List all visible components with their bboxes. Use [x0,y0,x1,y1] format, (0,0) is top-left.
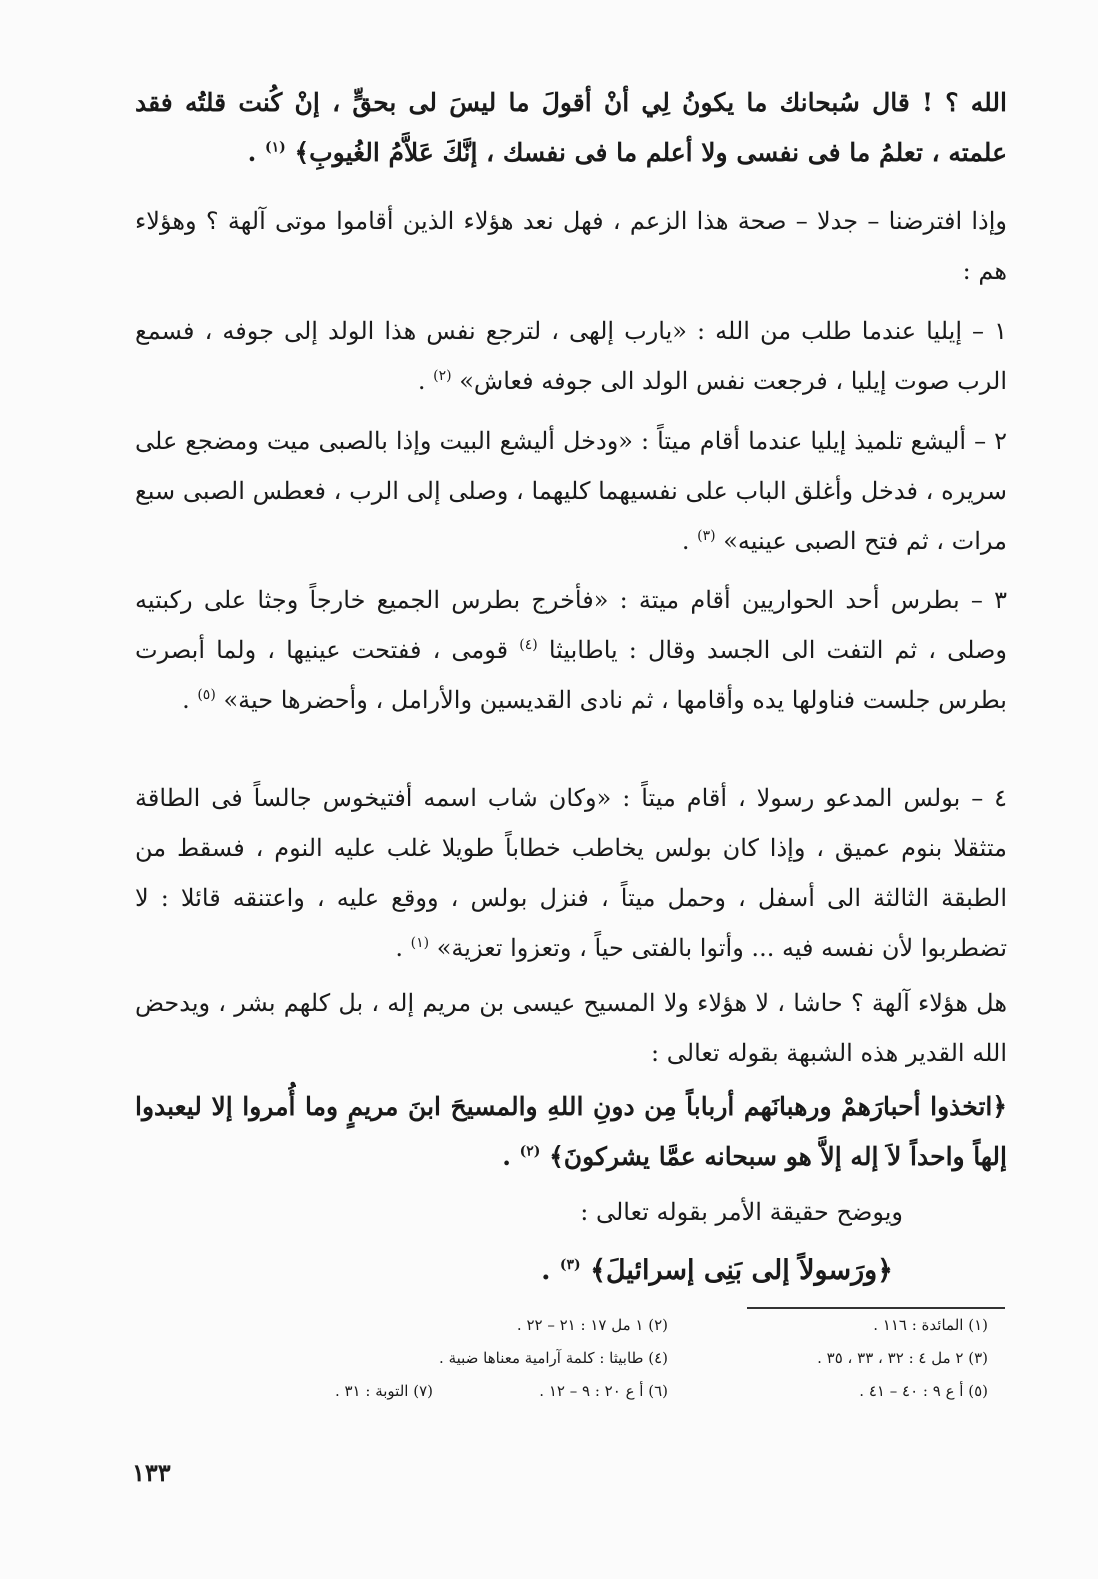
paragraph-text: ٣ – بطرس أحد الحواريين أقام ميتة : «فأخرج بطرس الجميع خارجاً وجثا على ركبتيه وصلى ، ثم التفت الى الجسد وقال : ياطابيثا [135,586,1007,664]
footnote-5: (٥) أ ع ٩ : ٤٠ – ٤١ . [859,1382,988,1400]
paragraph-elijah: ١ – إيليا عندما طلب من الله : «يارب إلهى ، لترجع نفس هذا الولد إلى جوفه ، فسمع الرب صوت إيليا ، فرجعت نفس الولد الى جوفه فعاش» $^{(٢)}$ . [135,317,1007,395]
verse-text: الله ؟ ! قال سُبحانك ما يكونُ لِي أنْ أقولَ ما ليسَ لى بحقٍّ ، إنْ كُنت قلتُه فقد علمته ، تعلمُ ما فى نفسى ولا أعلم ما فى نفسك ، إنَّكَ عَلاَّمُ الغُيوبِ﴾ [135,88,1007,167]
footnote-marker: (٣) [697,528,716,544]
footnote-divider [747,1307,1005,1309]
footnote-marker: (١) [410,935,430,951]
verse-paragraph-2: ﴿اتخذوا أحبارَهمْ ورهبانَهم أرباباً مِن دونِ اللهِ والمسيحَ ابنَ مريمٍ وما أُمروا إلا ليعبدوا إلهاً واحداً لاَ إله إلاَّ هو سبحانه عمَّا يشركونَ﴾ $^{(٢)}$ . [135,1092,1007,1171]
footnote-marker: (٣) [559,1257,581,1273]
footnote-marker: (٢) [519,1143,541,1160]
verse-paragraph-3: ﴿ورَسولاً إلى بَنِى إسرائيلَ﴾ $^{(٣)}$ . [541,1255,893,1286]
verse-text: ﴿اتخذوا أحبارَهمْ ورهبانَهم أرباباً مِن دونِ اللهِ والمسيحَ ابنَ مريمٍ وما أُمروا إلا ليعبدوا إلهاً واحداً لاَ إله إلاَّ هو سبحانه عمَّا يشركونَ﴾ [135,1092,1007,1171]
paragraph-elisha: ٢ – أليشع تلميذ إيليا عندما أقام ميتاً : «ودخل أليشع البيت وإذا بالصبى ميت ومضجع على سريره ، فدخل وأغلق الباب على نفسيهما كليهما ، وصلى إلى الرب ، فعطس الصبى سبع مرات ، ثم فتح الصبى عينيه» $^{(٣)}$ . [135,427,1007,555]
paragraph-text: هل هؤلاء آلهة ؟ حاشا ، لا هؤلاء ولا المسيح عيسى بن مريم إله ، بل كلهم بشر ، ويدحض الله القدير هذه الشبهة بقوله تعالى : [135,989,1007,1067]
paragraph-peter: ٣ – بطرس أحد الحواريين أقام ميتة : «فأخرج بطرس الجميع خارجاً وجثا على ركبتيه وصلى ، ثم التفت الى الجسد وقال : ياطابيثا $^{(٤)}$ قومى ، ففتحت عينيها ، ولما أبصرت بطرس جلست فناولها يده وأقامها ، ثم نادى القديسين والأرامل ، وأحضرها حية» $^{(٥)}$ . [135,586,1007,714]
paragraph-text: ٢ – أليشع تلميذ إيليا عندما أقام ميتاً : «ودخل أليشع البيت وإذا بالصبى ميت ومضجع على سريره ، فدخل وأغلق الباب على نفسيهما كليهما ، وصلى إلى الرب ، فعطس الصبى سبع مرات ، ثم فتح الصبى عينيه» [135,427,1007,555]
paragraph-question [135,978,1007,1078]
verse-paragraph-1: الله ؟ ! قال سُبحانك ما يكونُ لِي أنْ أقولَ ما ليسَ لى بحقٍّ ، إنْ كُنت قلتُه فقد علمته ، تعلمُ ما فى نفسى ولا أعلم ما فى نفسك ، إنَّكَ عَلاَّمُ الغُيوبِ﴾ $^{(١)}$ . [135,88,1007,167]
paragraph-2 [135,196,1007,296]
footnote-1: (١) المائدة : ١١٦ . [873,1316,988,1334]
footnote-2: (٢) ١ مل ١٧ : ٢١ – ٢٢ . [516,1316,668,1334]
paragraph-text: ٤ – بولس المدعو رسولا ، أقام ميتاً : «وكان شاب اسمه أفتيخوس جالساً فى الطاقة متثقلا بنوم عميق ، وإذا كان بولس يخاطب خطاباً طويلا غلب عليه النوم ، فسقط من الطبقة الثالثة الى أسفل ، وحمل ميتاً ، فنزل بولس ، ووقع عليه ، واعتنقه قائلا : لا تضطربوا لأن نفسه فيه ... وأتوا بالفتى حياً ، وتعزوا تعزية» [135,784,1008,962]
paragraph-text: ١ – إيليا عندما طلب من الله : «يارب إلهى ، لترجع نفس هذا الولد إلى جوفه ، فسمع الرب صوت إيليا ، فرجعت نفس الولد الى جوفه فعاش» [135,317,1007,395]
footnote-marker: (٥) [197,687,216,703]
paragraph-text: وإذا افترضنا – جدلا – صحة هذا الزعم ، فهل نعد هؤلاء الذين أقاموا موتى آلهة ؟ وهؤلاء هم : [135,207,1007,285]
page-number: ١٣٣ [132,1458,171,1487]
paragraph-paul: ٤ – بولس المدعو رسولا ، أقام ميتاً : «وكان شاب اسمه أفتيخوس جالساً فى الطاقة متثقلا بنوم عميق ، وإذا كان بولس يخاطب خطاباً طويلا غلب عليه النوم ، فسقط من الطبقة الثالثة الى أسفل ، وحمل ميتاً ، فنزل بولس ، ووقع عليه ، واعتنقه قائلا : لا تضطربوا لأن نفسه فيه ... وأتوا بالفتى حياً ، وتعزوا تعزية» $^{(١)}$ . [135,784,1008,962]
footnote-marker: (١) [265,139,286,156]
footnote-marker: (٤) [519,637,538,653]
paragraph-text: ويوضح حقيقة الأمر بقوله تعالى : [580,1198,903,1226]
footnote-6: (٦) أ ع ٢٠ : ٩ – ١٢ . [539,1382,668,1400]
paragraph-intro [580,1187,903,1237]
footnote-7: (٧) التوبة : ٣١ . [334,1382,433,1400]
footnote-3: (٣) ٢ مل ٤ : ٣٢ ، ٣٣ ، ٣٥ . [817,1349,988,1367]
footnote-4: (٤) طابيثا : كلمة آرامية معناها ضبية . [439,1349,668,1367]
paragraph-text: قومى ، ففتحت عينيها ، ولما أبصرت بطرس جلست فناولها يده وأقامها ، ثم نادى القديسين والأرامل ، وأحضرها حية» [135,636,1007,714]
footnote-marker: (٢) [433,368,452,384]
verse-text: ﴿ورَسولاً إلى بَنِى إسرائيلَ﴾ [590,1255,893,1286]
